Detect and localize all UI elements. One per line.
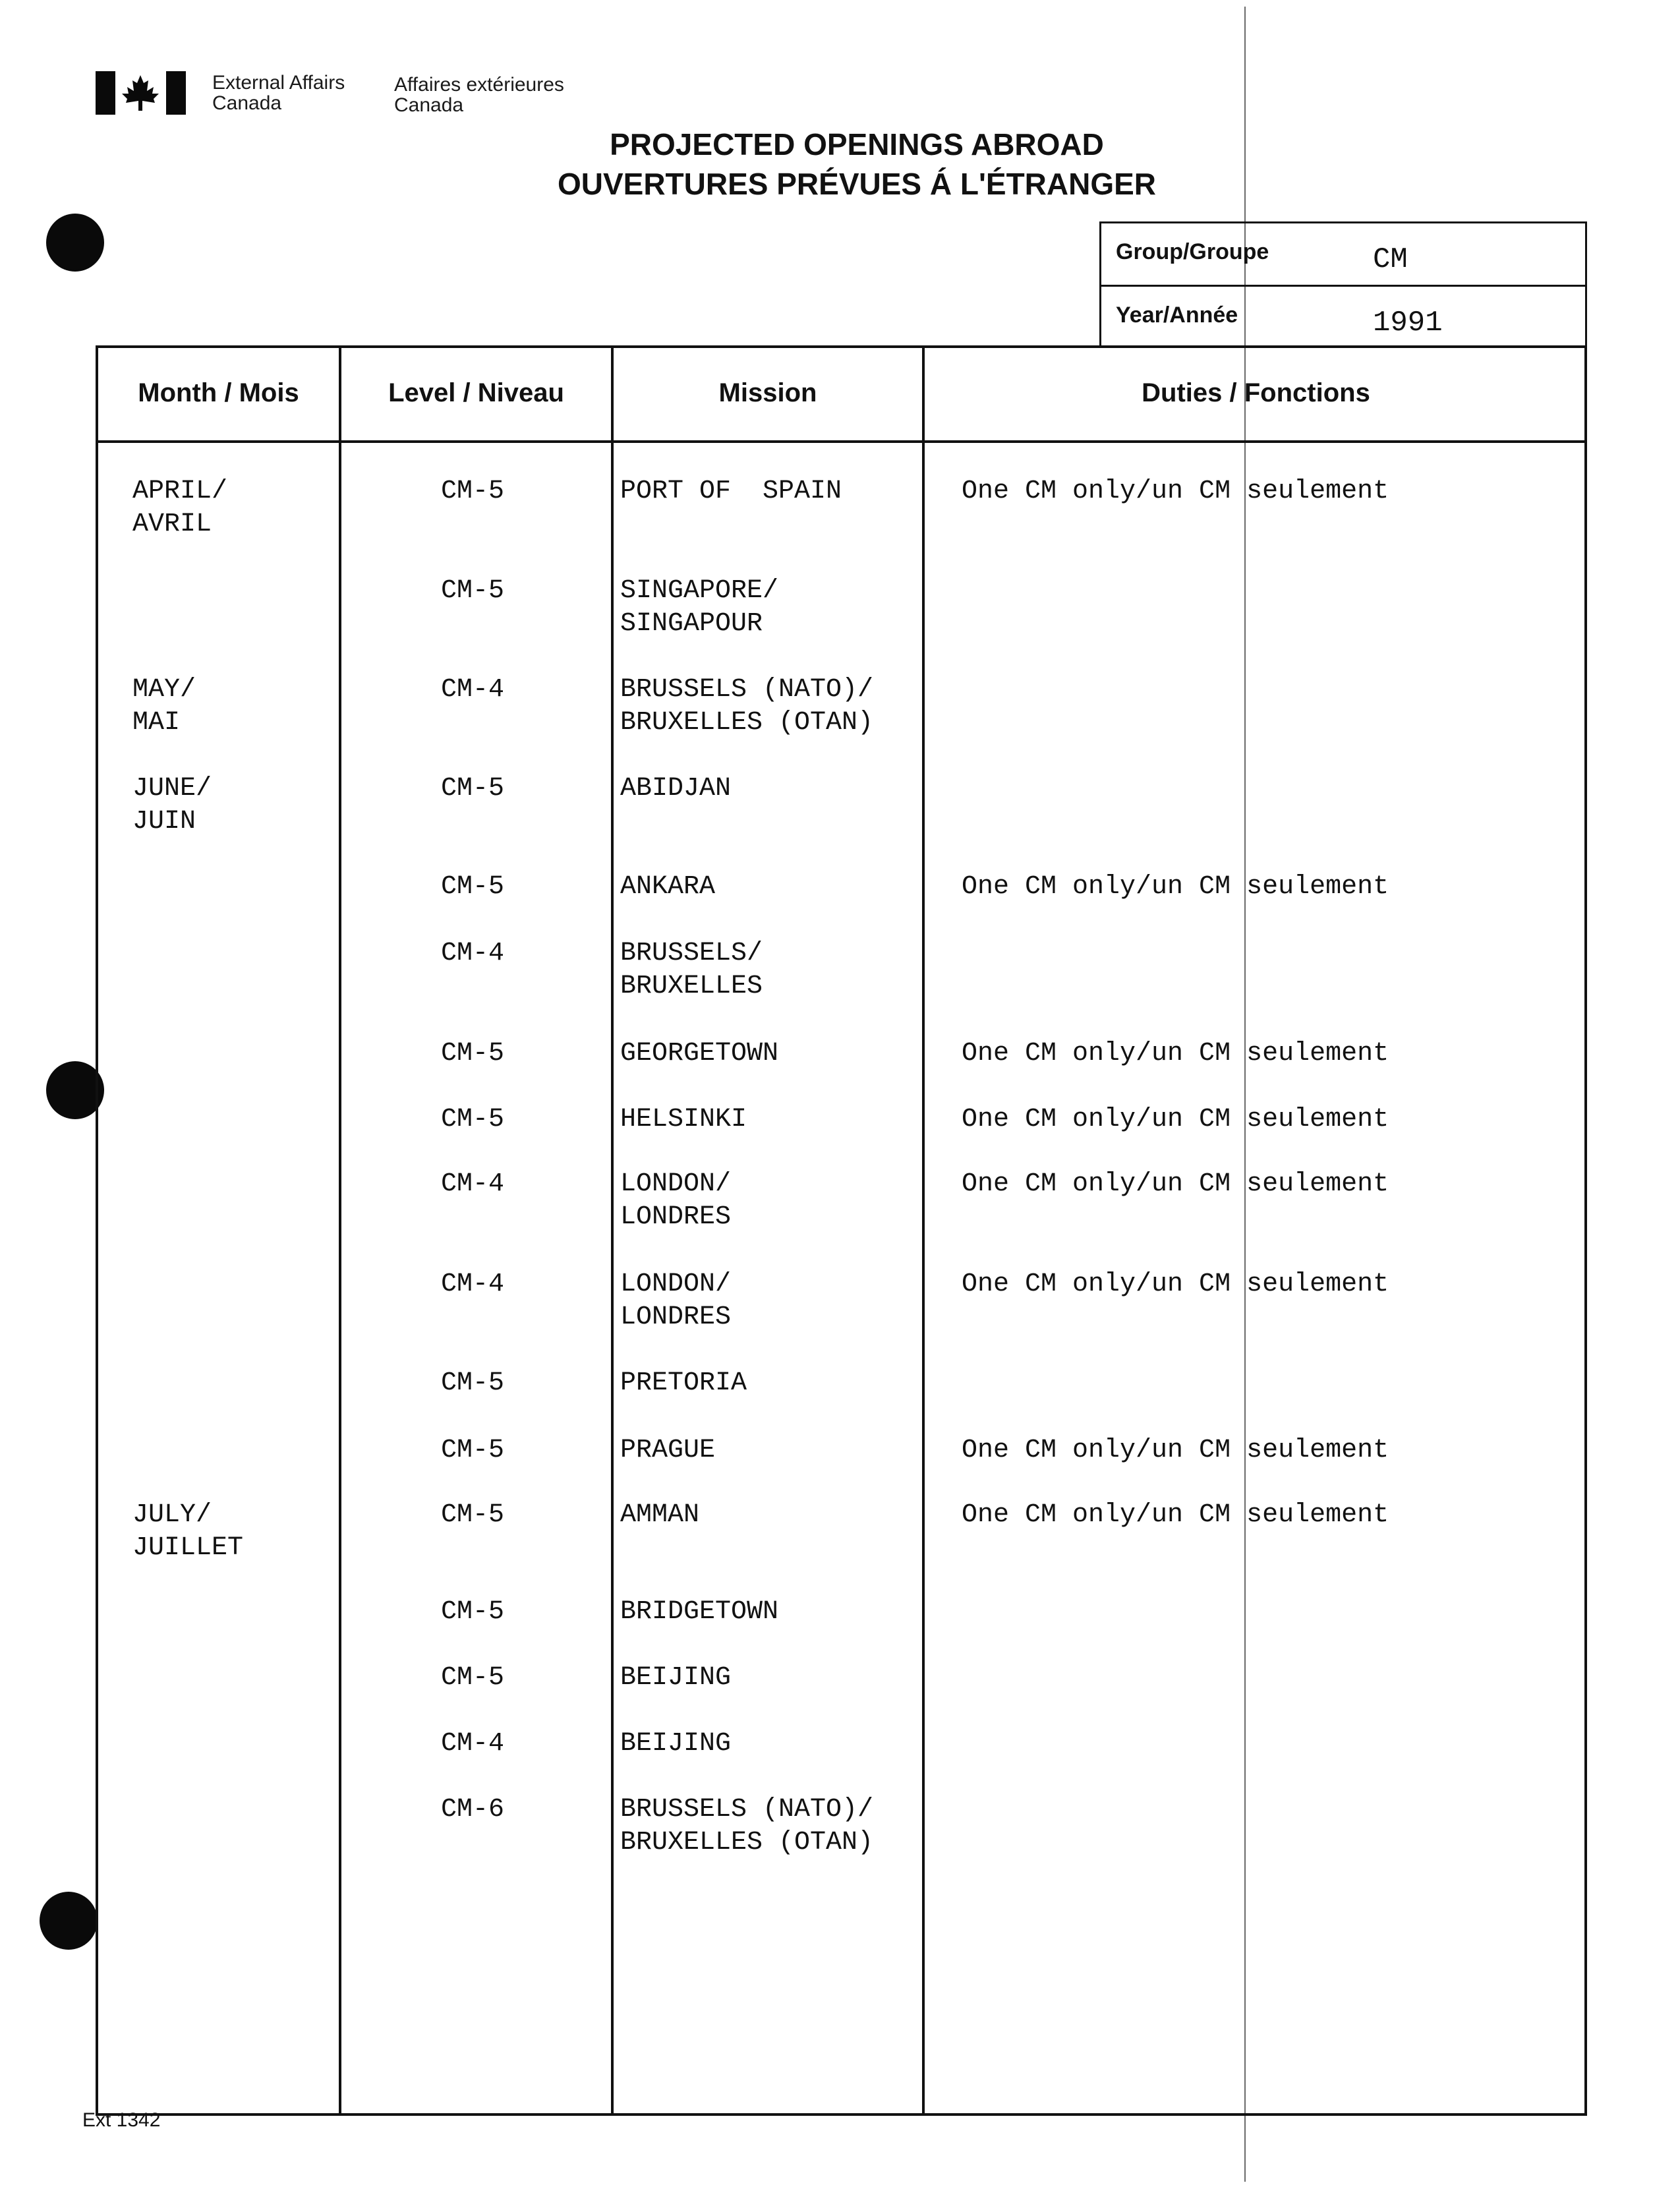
dept-name-fr-line2: Canada	[394, 94, 464, 116]
duties-cell: One CM only/un CM seulement	[962, 1500, 1389, 1530]
dept-name-fr-line1: Affaires extérieures	[394, 74, 564, 96]
column-header-month: Month / Mois	[138, 378, 299, 407]
level-cell: CM-5	[441, 1500, 505, 1530]
mission-cell: PRETORIA	[620, 1368, 747, 1398]
column-header-level: Level / Niveau	[388, 378, 564, 407]
mission-cell: BRIDGETOWN	[620, 1597, 779, 1627]
punch-hole-bottom	[40, 1892, 98, 1950]
duties-cell: One CM only/un CM seulement	[962, 1269, 1389, 1299]
month-cell: JUNE/ JUIN	[132, 774, 212, 836]
page-title-en: PROJECTED OPENINGS ABROAD	[610, 127, 1104, 161]
dept-name-fr	[394, 74, 564, 115]
mission-cell: GEORGETOWN	[620, 1039, 779, 1068]
form-number: Ext 1342	[82, 2109, 161, 2131]
month-cell: MAY/ MAI	[132, 675, 196, 738]
level-cell: CM-4	[441, 939, 505, 968]
mission-cell: PORT OF SPAIN	[620, 477, 842, 506]
level-cell: CM-6	[441, 1795, 505, 1824]
level-cell: CM-5	[441, 1597, 505, 1627]
mission-cell: LONDON/ LONDRES	[620, 1169, 732, 1232]
mission-cell: AMMAN	[620, 1500, 700, 1530]
duties-cell: One CM only/un CM seulement	[962, 477, 1389, 506]
level-cell: CM-5	[441, 1368, 505, 1398]
group-row	[1101, 223, 1585, 287]
group-value: CM	[1373, 243, 1408, 276]
page-title-fr: OUVERTURES PRÉVUES Á L'ÉTRANGER	[557, 167, 1157, 201]
level-cell: CM-5	[441, 1039, 505, 1068]
mission-cell: LONDON/ LONDRES	[620, 1269, 732, 1332]
group-label: Group/Groupe	[1116, 239, 1269, 264]
level-cell: CM-5	[441, 477, 505, 506]
year-value: 1991	[1373, 306, 1443, 339]
column-header-duties: Duties / Fonctions	[1142, 378, 1370, 407]
canada-flag-logo	[96, 71, 186, 115]
level-cell: CM-5	[441, 1436, 505, 1465]
duties-cell: One CM only/un CM seulement	[962, 872, 1389, 902]
mission-cell: BEIJING	[620, 1729, 732, 1759]
month-cell: APRIL/ AVRIL	[132, 477, 228, 539]
level-cell: CM-4	[441, 1169, 505, 1199]
mission-cell: BEIJING	[620, 1663, 732, 1693]
mission-cell: BRUSSELS (NATO)/ BRUXELLES (OTAN)	[620, 675, 874, 738]
column-divider	[922, 348, 925, 2113]
dept-name-en	[212, 73, 345, 113]
year-label: Year/Année	[1116, 303, 1238, 328]
level-cell: CM-5	[441, 1663, 505, 1693]
level-cell: CM-5	[441, 1105, 505, 1134]
punch-hole-top	[46, 214, 104, 272]
level-cell: CM-4	[441, 1729, 505, 1759]
level-cell: CM-5	[441, 576, 505, 606]
column-divider	[339, 348, 341, 2113]
mission-cell: ANKARA	[620, 872, 716, 902]
column-divider	[611, 348, 614, 2113]
group-year-box	[1099, 221, 1587, 348]
header-divider	[98, 440, 1584, 443]
month-cell: JULY/ JUILLET	[132, 1500, 244, 1563]
mission-cell: BRUSSELS/ BRUXELLES	[620, 939, 763, 1001]
openings-table	[96, 345, 1587, 2116]
dept-name-en-line1: External Affairs	[212, 72, 345, 94]
mission-cell: HELSINKI	[620, 1105, 747, 1134]
level-cell: CM-4	[441, 1269, 505, 1299]
duties-cell: One CM only/un CM seulement	[962, 1169, 1389, 1199]
mission-cell: ABIDJAN	[620, 774, 732, 803]
duties-cell: One CM only/un CM seulement	[962, 1105, 1389, 1134]
mission-cell: SINGAPORE/ SINGAPOUR	[620, 576, 779, 639]
duties-cell: One CM only/un CM seulement	[962, 1039, 1389, 1068]
year-row	[1101, 285, 1585, 350]
level-cell: CM-5	[441, 774, 505, 803]
mission-cell: PRAGUE	[620, 1436, 716, 1465]
dept-name-en-line2: Canada	[212, 92, 282, 114]
level-cell: CM-4	[441, 675, 505, 705]
level-cell: CM-5	[441, 872, 505, 902]
mission-cell: BRUSSELS (NATO)/ BRUXELLES (OTAN)	[620, 1795, 874, 1857]
column-header-mission: Mission	[718, 378, 817, 407]
duties-cell: One CM only/un CM seulement	[962, 1436, 1389, 1465]
